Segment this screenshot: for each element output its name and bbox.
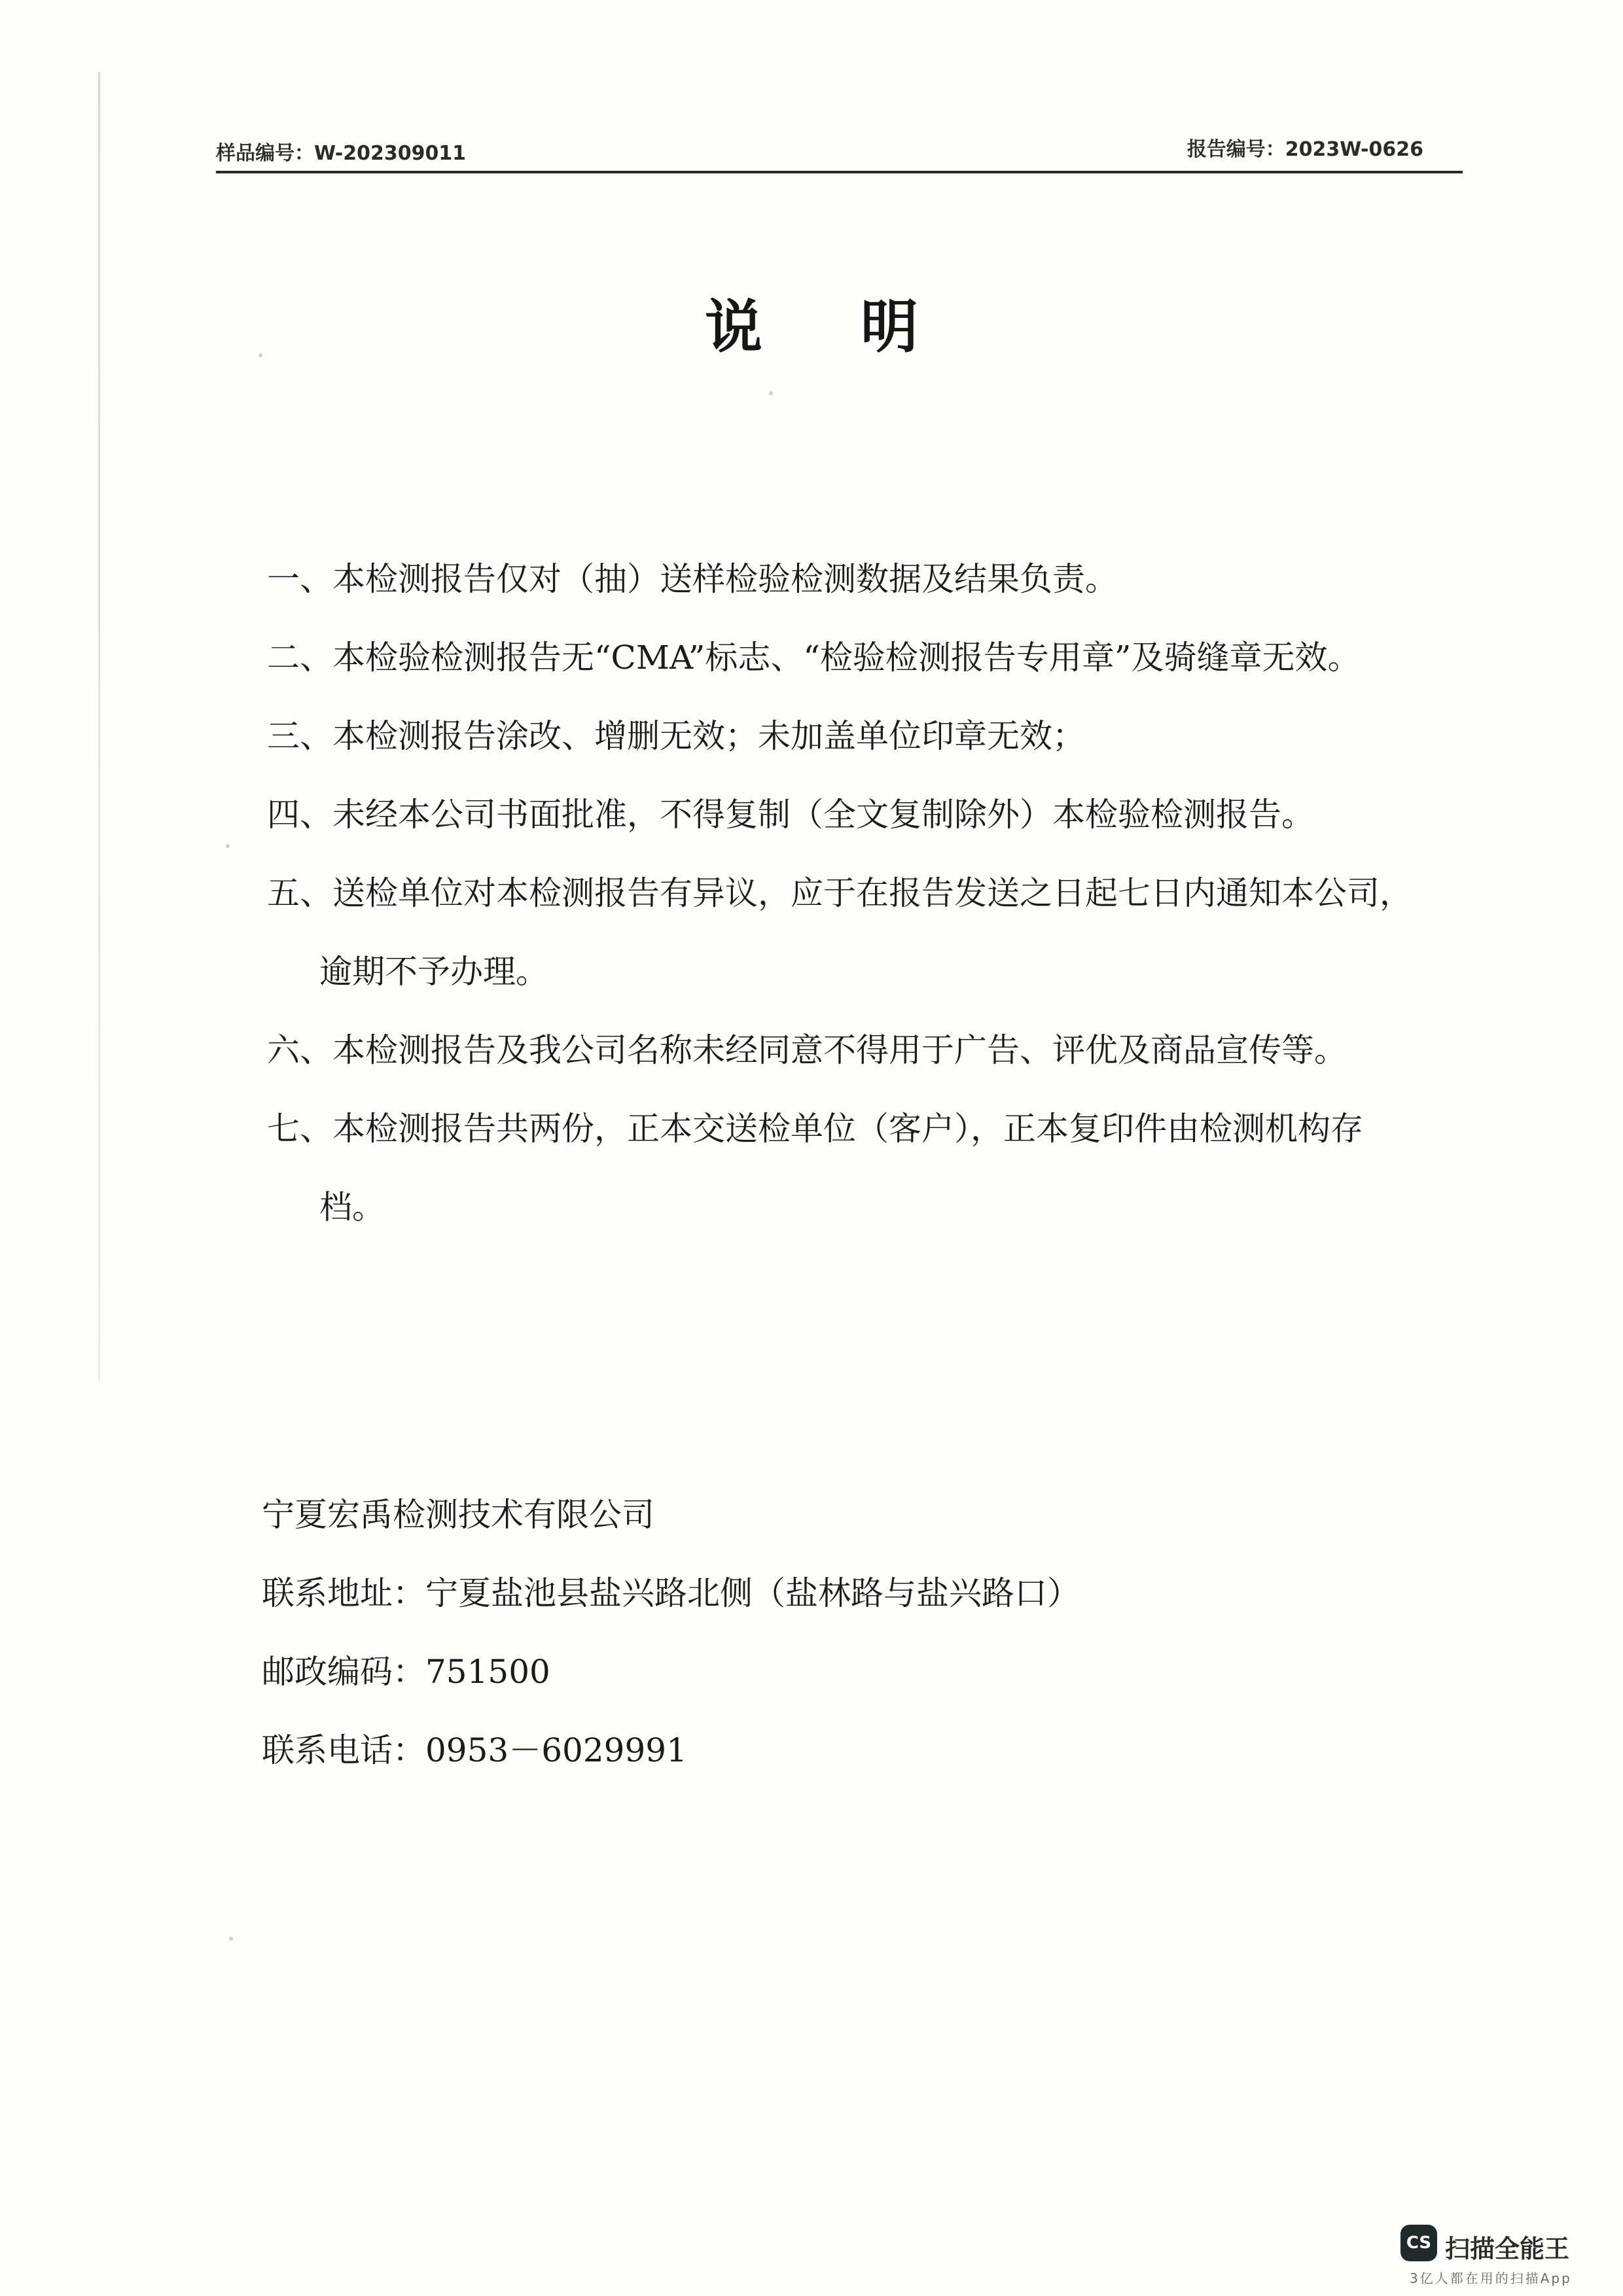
note-continuation: 档。: [319, 1188, 385, 1226]
scan-speck: [259, 353, 262, 357]
note-item: [267, 1089, 1445, 1246]
note-text: 三、本检测报告涂改、增删无效；未加盖单位印章无效；: [267, 717, 1085, 755]
page-title: 说明: [704, 292, 1016, 361]
contact-block: [262, 1475, 1440, 1790]
scan-edge-line: [98, 72, 100, 1381]
watermark-tagline: 3亿人都在用的扫描App: [1410, 2270, 1572, 2286]
note-item: [267, 1011, 1445, 1089]
note-text: 一、本检测报告仅对（抽）送样检验检测数据及结果负责。: [267, 560, 1118, 598]
contact-phone: 联系电话：0953－6029991: [262, 1731, 687, 1769]
note-text: 四、未经本公司书面批准，不得复制（全文复制除外）本检验检测报告。: [267, 796, 1314, 834]
scan-speck: [229, 1937, 233, 1941]
note-item: [267, 697, 1445, 775]
postal-code: 邮政编码：751500: [262, 1653, 550, 1691]
note-item: [267, 775, 1445, 854]
note-item: [267, 854, 1445, 1011]
note-text: 六、本检测报告及我公司名称未经同意不得用于广告、评优及商品宣传等。: [267, 1031, 1347, 1069]
page-header: [216, 134, 1463, 173]
note-item: [267, 540, 1445, 618]
company-name: 宁夏宏禹检测技术有限公司: [262, 1496, 654, 1534]
notes-list: [267, 540, 1445, 1246]
contact-address: 联系地址：宁夏盐池县盐兴路北侧（盐林路与盐兴路口）: [262, 1574, 1080, 1612]
note-text: 二、本检验检测报告无“CMA”标志、“检验检测报告专用章”及骑缝章无效。: [267, 639, 1361, 677]
camscanner-logo-icon: CS: [1400, 2225, 1437, 2261]
note-text: 七、本检测报告共两份，正本交送检单位（客户），正本复印件由检测机构存: [267, 1110, 1363, 1148]
report-number: 报告编号：2023W-0626: [1186, 138, 1423, 161]
scan-speck: [226, 844, 230, 848]
sample-number: 样品编号：W-202309011: [216, 142, 467, 165]
watermark-app-name: 扫描全能王: [1445, 2234, 1570, 2263]
note-item: [267, 618, 1445, 697]
scan-speck: [769, 391, 773, 395]
note-text: 五、送检单位对本检测报告有异议，应于在报告发送之日起七日内通知本公司，: [267, 874, 1412, 912]
scanner-watermark: [1400, 2225, 1616, 2290]
note-continuation: 逾期不予办理。: [319, 953, 548, 991]
